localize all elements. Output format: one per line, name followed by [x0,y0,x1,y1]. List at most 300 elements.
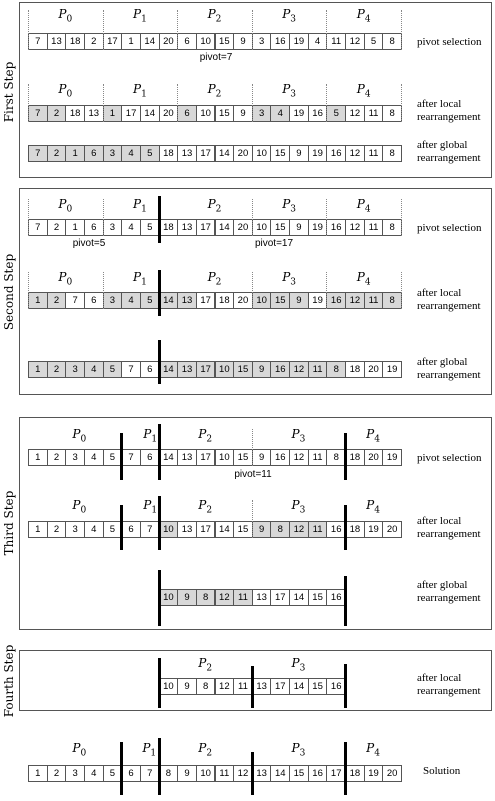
array-cell: 11 [233,589,253,606]
array-cell: 20 [364,361,384,378]
processor-boundary [252,272,253,309]
array-cell: 1 [28,292,48,309]
array-cell: 4 [121,145,141,162]
partition-line [158,424,161,480]
array-cell: 1 [28,521,48,538]
partition-line [158,658,161,708]
array-cell: 6 [177,33,197,50]
array-cell: 2 [47,361,67,378]
array-cell: 12 [345,105,365,122]
array-cell: 3 [103,145,123,162]
array-cell: 16 [270,361,290,378]
row-label-pivot-selection-3: pivot selection [417,452,482,464]
array-cell: 13 [177,521,197,538]
array-cell: 4 [121,292,141,309]
array-cell: 16 [270,33,290,50]
array-cell: 11 [364,292,384,309]
array-cell: 15 [233,521,253,538]
array-cell: 6 [177,105,197,122]
array-cell: 20 [364,449,384,466]
array-cell: 12 [289,521,309,538]
array-cell: 3 [65,765,85,782]
array-cell: 13 [177,145,197,162]
array-cell: 6 [140,449,160,466]
processor-boundary [28,84,29,122]
processor-boundary [326,10,327,50]
row-label-line: rearrangement [417,300,481,312]
array-cell: 5 [364,33,384,50]
array-cell: 14 [140,33,160,50]
array-cell: 20 [233,219,253,236]
array-cell: 8 [196,678,216,695]
array-cell: 7 [28,219,48,236]
array-cell: 1 [103,105,123,122]
array-cell: 13 [177,219,197,236]
array-cell: 1 [121,33,141,50]
array-cell: 7 [28,105,48,122]
array-cell: 2 [84,33,104,50]
array-cell: 14 [159,449,179,466]
array-cell: 17 [196,145,216,162]
processor-label: $P_1$ [132,7,147,25]
array-cell: 8 [196,589,216,606]
array-cell: 17 [270,678,290,695]
array-cell: 20 [382,521,402,538]
row-label-line: after global [417,139,468,151]
array-cell: 1 [28,765,48,782]
processor-label: $P_3$ [291,427,306,445]
array-cell: 3 [65,521,85,538]
array-cell: 17 [196,449,216,466]
processor-boundary [177,10,178,50]
array-cell: 18 [345,449,365,466]
processor-boundary [103,272,104,309]
processor-boundary [103,84,104,122]
processor-boundary [401,10,402,50]
processor-label: $P_0$ [58,197,73,215]
array-cell: 13 [252,765,272,782]
row-label-after-local-3 [417,515,481,541]
array-cell: 17 [196,292,216,309]
row-label-line: after local [417,672,462,684]
processor-label: $P_0$ [72,741,87,759]
array-cell: 4 [84,449,104,466]
array-cell: 13 [177,292,197,309]
array-cell: 10 [196,765,216,782]
array-cell: 16 [326,589,346,606]
processor-boundary [252,84,253,122]
array-cell: 13 [47,33,67,50]
row-label-line: after local [417,98,462,110]
array-cell: 16 [308,765,328,782]
array-cell: 10 [159,678,179,695]
array-cell: 19 [364,765,384,782]
array-cell: 15 [289,765,309,782]
array-cell: 6 [121,765,141,782]
array-cell: 17 [196,219,216,236]
array-cell: 7 [28,145,48,162]
processor-boundary [401,272,402,309]
array-cell: 18 [345,361,365,378]
array-cell: 7 [121,449,141,466]
array-cell: 16 [326,521,346,538]
processor-boundary [28,10,29,50]
array-cell: 12 [345,292,365,309]
processor-boundary [252,10,253,50]
processor-boundary [401,84,402,122]
array-cell: 20 [159,105,179,122]
array-cell: 19 [382,361,402,378]
array-cell: 17 [196,361,216,378]
array-cell: 18 [215,292,235,309]
row-label-solution: Solution [423,765,461,777]
partition-line [158,496,161,550]
processor-label: $P_3$ [291,656,306,674]
array-cell: 14 [215,145,235,162]
array-cell: 6 [121,521,141,538]
processor-label: $P_2$ [198,427,213,445]
array-cell: 19 [364,521,384,538]
processor-label: $P_4$ [356,7,371,25]
array-cell: 5 [103,361,123,378]
array-cell: 11 [364,145,384,162]
array-cell: 18 [65,33,85,50]
processor-label: $P_0$ [58,82,73,100]
array-cell: 14 [140,105,160,122]
array-cell: 5 [103,765,123,782]
processor-label: $P_3$ [282,7,296,25]
array-cell: 12 [215,678,235,695]
processor-label: $P_2$ [198,498,213,516]
partition-line [344,433,347,480]
array-cell: 8 [382,33,402,50]
array-cell: 9 [177,765,197,782]
array-cell: 9 [177,589,197,606]
array-cell: 12 [345,145,365,162]
array-cell: 9 [233,105,253,122]
partition-line [120,433,123,480]
processor-label: $P_4$ [356,197,371,215]
processor-label: $P_3$ [282,197,296,215]
partition-line [251,666,254,708]
array-cell: 8 [382,105,402,122]
array-cell: 9 [252,361,272,378]
array-cell: 18 [345,521,365,538]
processor-boundary [252,429,253,466]
array-cell: 19 [289,105,309,122]
processor-label: $P_3$ [291,498,306,516]
array-cell: 15 [270,292,290,309]
array-cell: 5 [103,521,123,538]
array-cell: 17 [121,105,141,122]
array-cell: 6 [84,219,104,236]
processor-label: $P_4$ [356,270,371,288]
array-cell: 19 [308,292,328,309]
array-cell: 10 [215,449,235,466]
row-label-line: rearrangement [417,592,481,604]
array-cell: 20 [159,33,179,50]
array-cell: 2 [47,219,67,236]
array-cell: 14 [270,765,290,782]
processor-label: $P_3$ [291,741,306,759]
processor-boundary [28,199,29,236]
pivot-label: pivot=17 [254,238,294,249]
processor-label: $P_4$ [366,498,380,516]
array-cell: 1 [28,361,48,378]
processor-label: $P_1$ [143,427,158,445]
array-cell: 12 [215,589,235,606]
processor-boundary [326,199,327,236]
array-cell: 9 [289,292,309,309]
processor-label: $P_0$ [58,270,73,288]
array-cell: 16 [326,678,346,695]
array-cell: 15 [233,449,253,466]
processor-label: $P_3$ [282,270,296,288]
array-cell: 13 [177,449,197,466]
processor-boundary [103,10,104,50]
array-cell: 18 [65,105,85,122]
processor-label: $P_1$ [132,197,147,215]
array-cell: 16 [270,449,290,466]
array-cell: 11 [233,678,253,695]
processor-label: $P_2$ [207,270,222,288]
partition-line [158,270,161,316]
array-cell: 11 [364,105,384,122]
processor-label: $P_3$ [282,82,296,100]
array-cell: 3 [252,33,272,50]
processor-boundary [28,272,29,309]
array-cell: 1 [65,145,85,162]
array-cell: 10 [159,521,179,538]
array-cell: 9 [252,449,272,466]
array-cell: 15 [215,105,235,122]
row-label-pivot-selection-2: pivot selection [417,222,482,234]
array-cell: 5 [140,219,160,236]
array-cell: 7 [65,292,85,309]
array-cell: 19 [382,449,402,466]
array-cell: 3 [103,292,123,309]
array-cell: 4 [308,33,328,50]
array-cell: 9 [289,219,309,236]
array-cell: 16 [308,105,328,122]
array-cell: 15 [233,361,253,378]
array-cell: 8 [326,449,346,466]
array-cell: 19 [308,219,328,236]
array-cell: 17 [103,33,123,50]
row-label-line: rearrangement [417,369,481,381]
array-cell: 1 [65,219,85,236]
row-label-after-local-4 [417,672,481,698]
array-cell: 2 [47,292,67,309]
array-cell: 18 [345,765,365,782]
processor-label: $P_4$ [366,427,380,445]
processor-label: $P_2$ [198,741,213,759]
processor-label: $P_4$ [356,82,371,100]
array-cell: 13 [252,678,272,695]
array-cell: 1 [28,449,48,466]
processor-boundary [252,199,253,236]
row-label-after-global-1 [417,139,481,165]
array-cell: 12 [345,219,365,236]
pivot-label: pivot=11 [234,469,272,480]
partition-line [344,505,347,550]
array-cell: 20 [233,292,253,309]
array-cell: 13 [177,361,197,378]
array-cell: 7 [140,765,160,782]
array-cell: 11 [326,33,346,50]
row-label-line: rearrangement [417,152,481,164]
array-cell: 5 [326,105,346,122]
array-cell: 15 [215,33,235,50]
row-label-after-global-2 [417,356,481,382]
row-label-after-global-3 [417,579,481,605]
array-cell: 7 [28,33,48,50]
row-label-line: after local [417,515,462,527]
pivot-label: pivot=5 [72,238,106,249]
processor-label: $P_0$ [72,427,87,445]
array-cell: 2 [47,449,67,466]
array-cell: 15 [270,219,290,236]
array-cell: 10 [196,33,216,50]
array-cell: 5 [140,145,160,162]
partition-line [120,505,123,550]
array-cell: 11 [215,765,235,782]
array-cell: 14 [215,219,235,236]
array-cell: 6 [84,145,104,162]
partition-line [344,742,347,795]
array-cell: 17 [326,765,346,782]
processor-label: $P_0$ [58,7,73,25]
array-cell: 10 [215,361,235,378]
processor-label: $P_1$ [142,741,157,759]
row-label-line: rearrangement [417,111,481,123]
partition-line [344,576,347,626]
array-cell: 17 [270,589,290,606]
array-cell: 3 [252,105,272,122]
array-cell: 2 [47,765,67,782]
processor-boundary [326,272,327,309]
array-cell: 12 [233,765,253,782]
array-cell: 10 [252,219,272,236]
array-cell: 4 [84,765,104,782]
array-cell: 2 [47,145,67,162]
array-cell: 10 [159,589,179,606]
step-label-second: Second Step [2,253,16,331]
array-cell: 9 [233,33,253,50]
array-cell: 6 [84,292,104,309]
array-cell: 11 [308,521,328,538]
row-label-line: after global [417,356,468,368]
array-cell: 16 [326,145,346,162]
array-cell: 19 [308,145,328,162]
array-cell: 2 [47,105,67,122]
step-label-third: Third Step [2,490,16,556]
array-cell: 2 [47,521,67,538]
row-label-pivot-selection-1: pivot selection [417,36,482,48]
array-cell: 12 [345,33,365,50]
array-cell: 15 [308,589,328,606]
array-cell: 9 [177,678,197,695]
partition-line [158,738,161,795]
partition-line [158,340,161,384]
processor-boundary [103,199,104,236]
array-cell: 14 [215,521,235,538]
partition-line [158,196,161,243]
array-cell: 7 [121,361,141,378]
processor-boundary [252,500,253,538]
array-cell: 8 [270,521,290,538]
processor-label: $P_4$ [366,741,380,759]
processor-label: $P_2$ [207,197,222,215]
processor-label: $P_2$ [207,7,222,25]
array-cell: 20 [382,765,402,782]
pivot-label: pivot=7 [199,52,233,63]
array-cell: 13 [252,589,272,606]
array-cell: 3 [65,361,85,378]
array-cell: 10 [196,105,216,122]
array-cell: 4 [84,361,104,378]
row-label-line: rearrangement [417,528,481,540]
processor-boundary [401,199,402,236]
row-label-after-local-1 [417,98,481,124]
array-cell: 14 [159,361,179,378]
array-cell: 11 [308,449,328,466]
array-cell: 3 [103,219,123,236]
array-cell: 13 [84,105,104,122]
array-cell: 9 [252,521,272,538]
array-cell: 11 [308,361,328,378]
array-cell: 6 [140,361,160,378]
array-cell: 10 [252,292,272,309]
array-cell: 4 [84,521,104,538]
step-label-fourth: Fourth Step [2,644,16,718]
row-label-line: rearrangement [417,685,481,697]
processor-boundary [177,84,178,122]
array-cell: 5 [140,292,160,309]
array-cell: 4 [121,219,141,236]
array-cell: 18 [159,219,179,236]
array-cell: 12 [289,449,309,466]
partition-line [120,742,123,795]
array-cell: 14 [159,292,179,309]
array-cell: 12 [289,361,309,378]
array-cell: 4 [270,105,290,122]
step-label-first: First Step [2,61,16,123]
processor-label: $P_1$ [132,270,147,288]
array-cell: 16 [326,219,346,236]
array-cell: 3 [65,449,85,466]
row-label-line: after global [417,579,468,591]
partition-line [158,570,161,626]
processor-boundary [326,84,327,122]
array-cell: 19 [289,33,309,50]
array-cell: 9 [289,145,309,162]
array-cell: 10 [252,145,272,162]
array-cell: 7 [140,521,160,538]
array-cell: 14 [289,678,309,695]
array-cell: 8 [159,765,179,782]
array-cell: 8 [382,292,402,309]
array-cell: 8 [326,361,346,378]
array-cell: 15 [270,145,290,162]
processor-label: $P_1$ [132,82,147,100]
array-cell: 8 [382,145,402,162]
array-cell: 15 [308,678,328,695]
row-label-line: after local [417,287,462,299]
array-cell: 17 [196,521,216,538]
partition-line [344,664,347,708]
processor-label: $P_0$ [72,498,87,516]
